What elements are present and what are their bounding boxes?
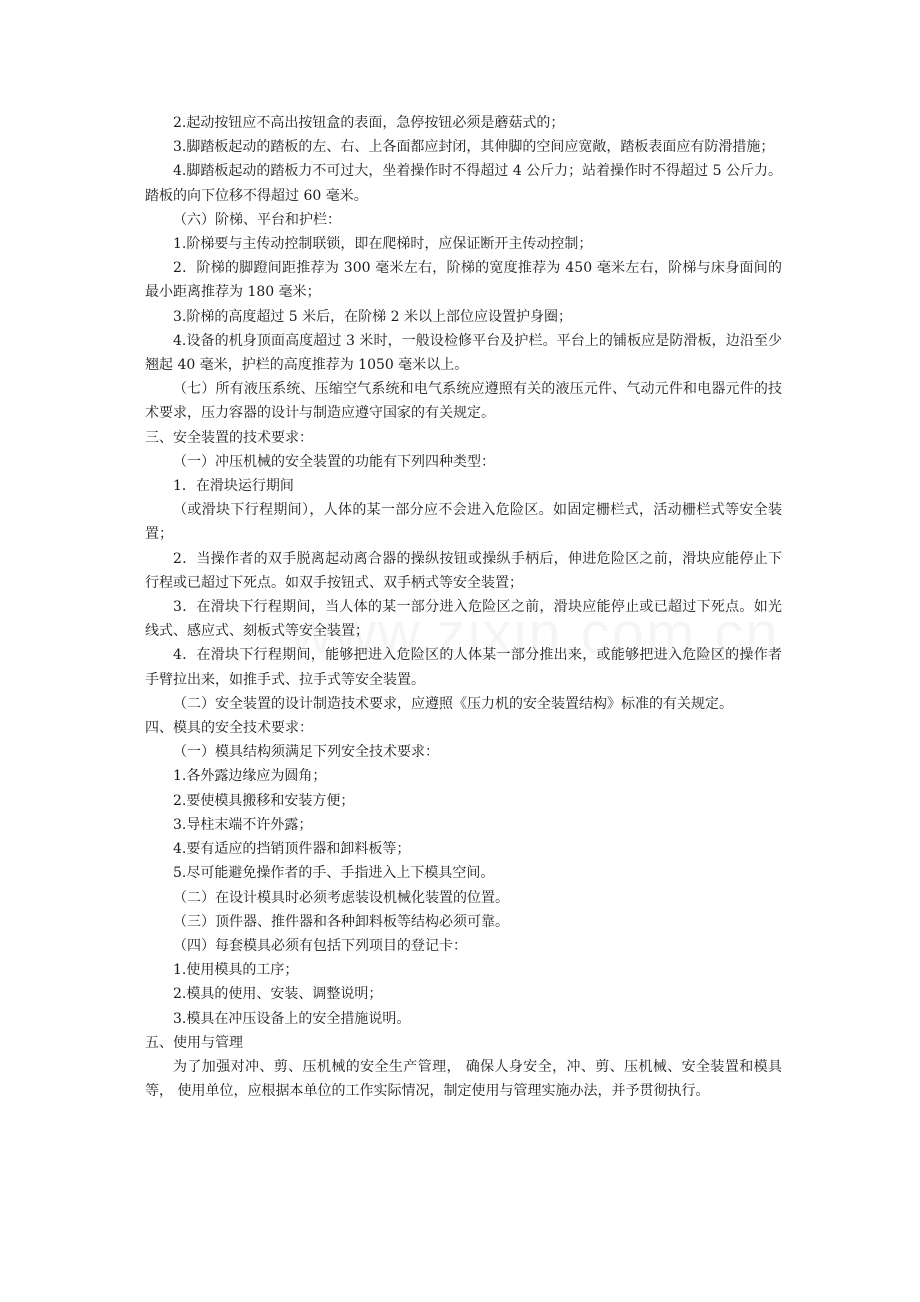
body-paragraph: 4.脚踏板起动的踏板力不可过大，坐着操作时不得超过 4 公斤力；站着操作时不得超过 5 公斤力。踏板的向下位移不得超过 60 毫米。 [145, 163, 782, 204]
body-paragraph: 1.各外露边缘应为圆角； [173, 768, 327, 785]
body-paragraph: （二）在设计模具时必须考虑装设机械化装置的位置。 [173, 889, 509, 906]
body-paragraph: 4.设备的机身顶面高度超过 3 米时，一般设检修平台及护栏。平台上的铺板应是防滑板，边沿至少翘起 40 毫米，护栏的高度推荐为 1050 毫米以上。 [145, 332, 782, 374]
section-heading: 五、使用与管理 [145, 1034, 243, 1051]
body-paragraph: 1．在滑块运行期间 [173, 478, 294, 495]
body-paragraph: 3.脚踏板起动的踏板的左、右、上各面都应封闭，其伸脚的空间应宽敞，踏板表面应有防滑措施； [173, 139, 775, 156]
body-paragraph: （四）每套模具必须有包括下列项目的登记卡： [173, 937, 467, 954]
body-paragraph: 1.阶梯要与主传动控制联锁，即在爬梯时，应保证断开主传动控制； [173, 236, 593, 253]
body-paragraph: 5.尽可能避免操作者的手、手指进入上下模具空间。 [173, 865, 495, 882]
body-paragraph: 4．在滑块下行程期间，能够把进入危险区的人体某一部分推出来，或能够把进入危险区的操作者手臂拉出来，如推手式、拉手式等安全装置。 [145, 647, 782, 688]
section-heading: 四、模具的安全技术要求： [145, 720, 313, 737]
body-paragraph: 为了加强对冲、剪、压机械的安全生产管理， 确保人身安全，冲、剪、压机械、安全装置和模具等， 使用单位，应根据本单位的工作实际情况，制定使用与管理实施办法，并予贯彻执行。 [145, 1058, 782, 1100]
body-paragraph: 2.模具的使用、安装、调整说明； [173, 986, 383, 1003]
body-paragraph: 2.起动按钮应不高出按钮盒的表面，急停按钮必须是蘑菇式的； [173, 115, 565, 131]
body-paragraph: 2．阶梯的脚蹬间距推荐为 300 毫米左右，阶梯的宽度推荐为 450 毫米左右，阶梯与床身面间的最小距离推荐为 180 毫米； [145, 260, 782, 301]
body-paragraph: 1.使用模具的工序； [173, 962, 299, 979]
body-paragraph: 3.导柱末端不许外露； [173, 816, 313, 833]
body-paragraph: 3．在滑块下行程期间，当人体的某一部分进入危险区之前，滑块应能停止或已超过下死点。如光线式、感应式、刻板式等安全装置； [145, 599, 782, 640]
body-paragraph: （一）模具结构须满足下列安全技术要求： [173, 744, 439, 761]
section-heading: 三、安全装置的技术要求： [145, 429, 313, 446]
body-paragraph: 2.要使模具搬移和安装方便； [173, 792, 355, 809]
body-paragraph: （六）阶梯、平台和护栏： [173, 211, 341, 228]
body-paragraph: （三）顶件器、推件器和各种卸料板等结构必须可靠。 [173, 913, 509, 930]
body-paragraph: （或滑块下行程期间），人体的某一部分应不会进入危险区。如固定栅栏式，活动栅栏式等安全装置； [145, 502, 782, 543]
body-paragraph: 2．当操作者的双手脱离起动离合器的操纵按钮或操纵手柄后，伸进危险区之前，滑块应能停止下行程或已超过下死点。如双手按钮式、双手柄式等安全装置； [145, 550, 782, 591]
body-paragraph: 3.模具在冲压设备上的安全措施说明。 [173, 1010, 411, 1027]
document-body [145, 111, 782, 1103]
body-paragraph: （二）安全装置的设计制造技术要求，应遵照《压力机的安全装置结构》标准的有关规定。 [173, 695, 733, 712]
body-paragraph: 3.阶梯的高度超过 5 米后，在阶梯 2 米以上部位应设置护身圈； [173, 308, 572, 325]
body-paragraph: 4.要有适应的挡销顶件器和卸料板等； [173, 841, 411, 858]
body-paragraph: （七）所有液压系统、压缩空气系统和电气系统应遵照有关的液压元件、气动元件和电器元件的技术要求，压力容器的设计与制造应遵守国家的有关规定。 [145, 381, 782, 422]
body-paragraph: （一）冲压机械的安全装置的功能有下列四种类型： [173, 453, 495, 470]
